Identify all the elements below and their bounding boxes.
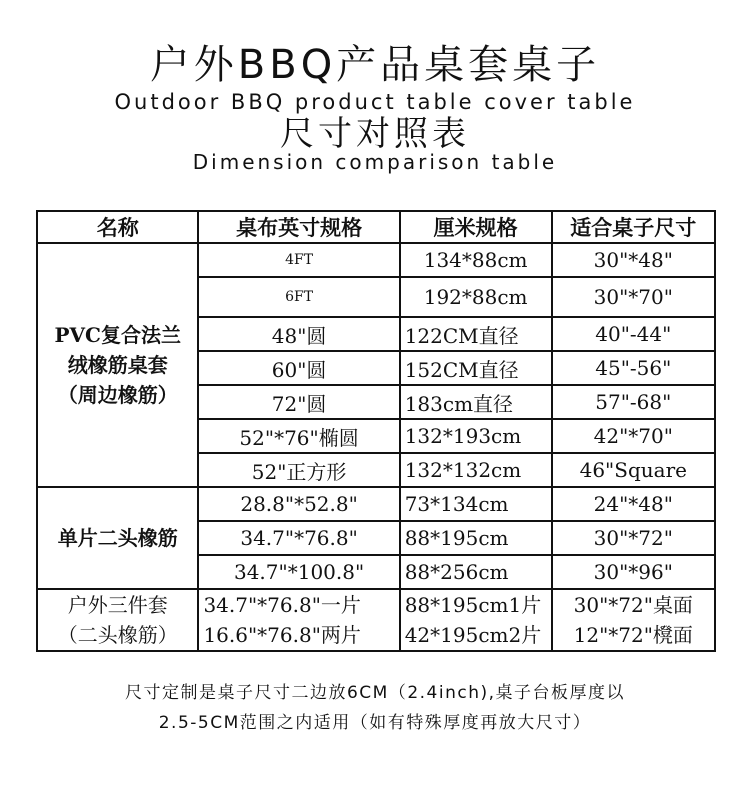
- page-subtitle-english: Dimension comparison table: [192, 150, 558, 174]
- fit-size-cell: 57"-68": [552, 385, 715, 419]
- cm-spec-cell: 152CM直径: [400, 351, 552, 385]
- fit-size-cell: 30"*96": [552, 555, 715, 589]
- inch-spec-cell: 52"*76"椭圆: [198, 419, 399, 453]
- cm-spec-line: 42*195cm2片: [404, 623, 542, 647]
- table-row: [37, 243, 715, 277]
- cm-spec-cell: 88*195cm: [400, 521, 552, 555]
- group-name-line: 单片二头橡筋: [57, 526, 178, 550]
- sizing-note-line: 尺寸定制是桌子尺寸二边放6CM（2.4inch),桌子台板厚度以: [124, 683, 626, 703]
- sizing-note-line: 2.5-5CM范围之内适用（如有特殊厚度再放大尺寸）: [158, 713, 592, 733]
- page-title: 户外BBQ产品桌套桌子: [149, 42, 601, 88]
- column-header-fit-table: 适合桌子尺寸: [552, 211, 715, 243]
- group-name-single-piece: [37, 487, 198, 589]
- inch-spec-cell: 4FT: [198, 243, 399, 277]
- cm-spec-cell: 192*88cm: [400, 277, 552, 317]
- fit-size-cell: 30"*70": [552, 277, 715, 317]
- fit-size-line: 30"*72"桌面: [573, 593, 693, 617]
- dimension-table: [36, 210, 716, 652]
- cm-spec-cell: 132*193cm: [400, 419, 552, 453]
- group-name-three-piece: [37, 589, 198, 651]
- group-name-line: （周边橡筋）: [57, 383, 178, 407]
- page-subtitle: 尺寸对照表: [280, 114, 470, 154]
- inch-spec-cell: 34.7"*76.8": [198, 521, 399, 555]
- table-header-row: [37, 211, 715, 243]
- group-name-line: （二头橡筋）: [57, 623, 178, 647]
- fit-size-cell: 40"-44": [552, 317, 715, 351]
- inch-spec-line: 16.6"*76.8"两片: [203, 623, 361, 647]
- fit-size-cell: 42"*70": [552, 419, 715, 453]
- column-header-inch-spec: 桌布英寸规格: [198, 211, 399, 243]
- group-name-line: 绒橡筋桌套: [67, 353, 168, 377]
- inch-spec-cell: 6FT: [198, 277, 399, 317]
- fit-size-cell: 30"*72": [552, 521, 715, 555]
- inch-spec-cell: 60"圆: [198, 351, 399, 385]
- fit-size-cell: [552, 589, 715, 651]
- inch-spec-cell: 34.7"*100.8": [198, 555, 399, 589]
- inch-spec-cell: 28.8"*52.8": [198, 487, 399, 521]
- group-name-line: 户外三件套: [67, 593, 168, 617]
- cm-spec-cell: 122CM直径: [400, 317, 552, 351]
- table-row: [37, 589, 715, 651]
- inch-spec-cell: 52"正方形: [198, 453, 399, 487]
- cm-spec-cell: 73*134cm: [400, 487, 552, 521]
- cm-spec-cell: 183cm直径: [400, 385, 552, 419]
- cm-spec-cell: [400, 589, 552, 651]
- sizing-note: [0, 678, 750, 738]
- cm-spec-cell: 132*132cm: [400, 453, 552, 487]
- fit-size-cell: 30"*48": [552, 243, 715, 277]
- table-row: [37, 487, 715, 521]
- column-header-cm-spec: 厘米规格: [400, 211, 552, 243]
- cm-spec-line: 88*195cm1片: [404, 593, 542, 617]
- group-name-line: PVC复合法兰: [54, 323, 181, 347]
- fit-size-line: 12"*72"櫈面: [573, 623, 693, 647]
- column-header-name: 名称: [37, 211, 198, 243]
- fit-size-cell: 24"*48": [552, 487, 715, 521]
- inch-spec-cell: [198, 589, 399, 651]
- inch-spec-cell: 72"圆: [198, 385, 399, 419]
- cm-spec-cell: 134*88cm: [400, 243, 552, 277]
- fit-size-cell: 46"Square: [552, 453, 715, 487]
- inch-spec-cell: 48"圆: [198, 317, 399, 351]
- group-name-pvc: [37, 243, 198, 487]
- fit-size-cell: 45"-56": [552, 351, 715, 385]
- page-title-english: Outdoor BBQ product table cover table: [114, 90, 636, 114]
- cm-spec-cell: 88*256cm: [400, 555, 552, 589]
- inch-spec-line: 34.7"*76.8"一片: [203, 593, 361, 617]
